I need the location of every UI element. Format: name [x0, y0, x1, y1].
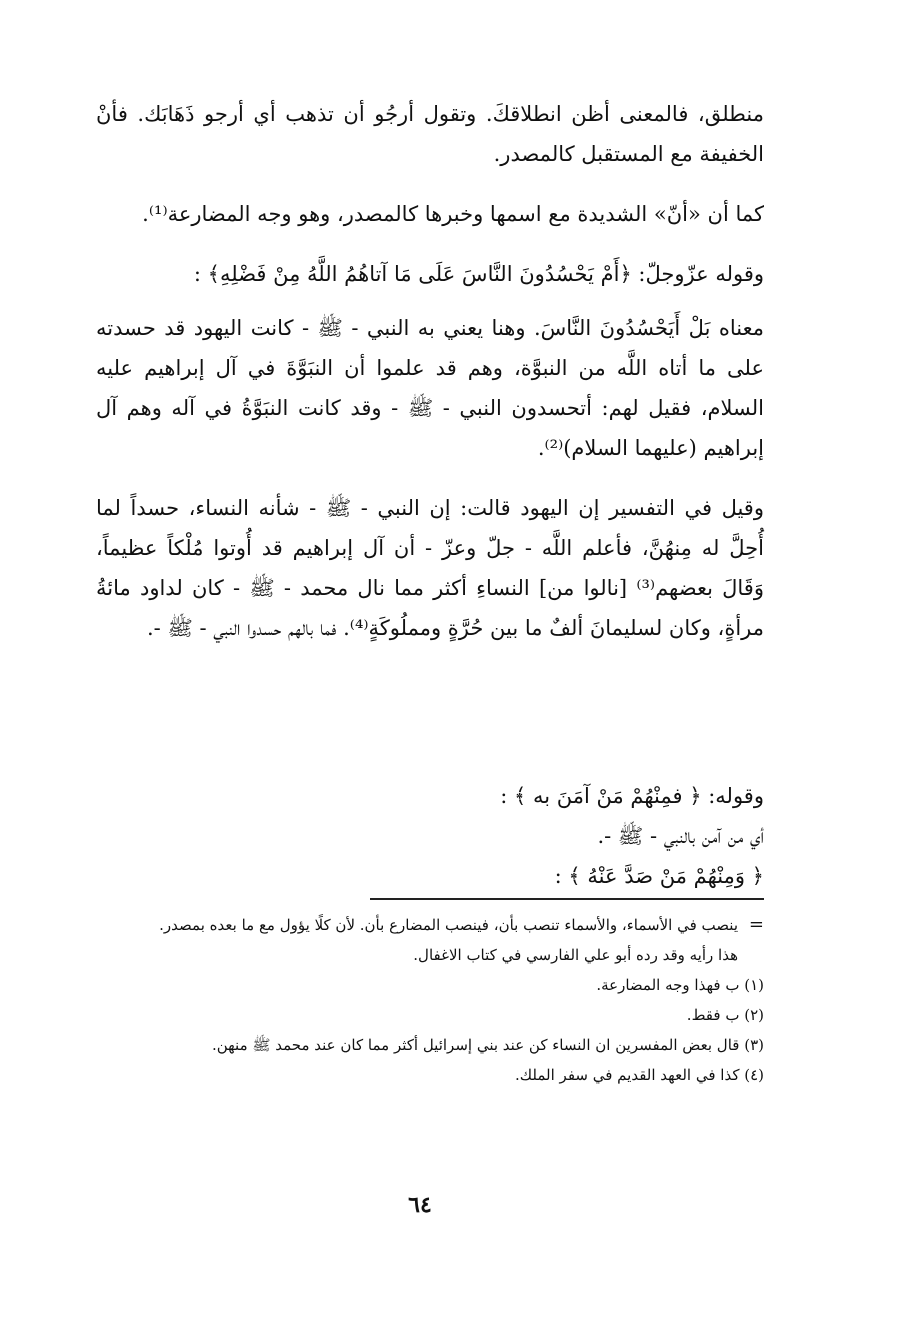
- paragraph-2: كما أن «أنّ» الشديدة مع اسمها وخبرها كالمصدر، وهو وجه المضارعة⁽¹⁾.: [142, 202, 764, 226]
- footnote-3: (٣) قال بعض المفسرين ان النساء كن عند بني إسرائيل أكثر مما كان عند محمد ﷺ منهن.: [211, 1036, 764, 1054]
- paragraph-3-quran-verse: وقوله عزّوجلّ: ﴿أَمْ يَحْسُدُونَ النَّاسَ عَلَى مَا آتاهُمُ اللَّهُ مِنْ فَضْلِهِ﴾ :: [193, 262, 764, 286]
- footnote-4: (٤) كذا في العهد القديم في سفر الملك.: [514, 1066, 764, 1084]
- verse-line-1: وقوله: ﴿ فمِنْهُمْ مَنْ آمَنَ به ﴾ :: [500, 784, 764, 808]
- footnote-separator: [370, 898, 764, 900]
- paragraph-4: معناه بَلْ أَيَحْسُدُونَ النَّاسَ. وهنا يعني به النبي - ﷺ - كانت اليهود قد حسدته على ما أتاه اللَّه من النبوَّة، وهم قد علموا أن النبَوَّةَ في آل إبراهيم عليه السلام، فقيل لهم: أتحسدون النبي - ﷺ - وقد كانت النبَوَّةُ في آله وهم آل إبراهيم (عليهما السلام)⁽²⁾.: [96, 316, 764, 460]
- footnote-1: (١) ب فهذا وجه المضارعة.: [596, 976, 764, 994]
- verse-line-2: أي من آمن بالنبي - ﷺ -.: [597, 824, 764, 848]
- paragraph-1: منطلق، فالمعنى أظن انطلاقكَ. وتقول أرجُو أن تذهب أي أرجو ذَهَابَك. فأنْ الخفيفة مع المستقبل كالمصدر.: [96, 102, 764, 166]
- continuation-text: ينصب في الأسماء، والأسماء تنصب بأن، فينصب المضارع بأن. لأن كلًا يؤول مع ما بعده بمصدر.: [159, 916, 738, 934]
- continuation-second: هذا رأيه وقد رده أبو علي الفارسي في كتاب الاغفال.: [413, 946, 738, 964]
- footnote-continuation: [96, 910, 764, 940]
- verse-block: [440, 776, 764, 896]
- paragraph-5: وقيل في التفسير إن اليهود قالت: إن النبي - ﷺ - شأنه النساء، حسداً لما أُحِلَّ له مِنهُنَّ، فأعلم اللَّه - جلّ وعزّ - أن آل إبراهيم قد أُوتوا مُلْكاً عظيماً، وَقَالَ بعضهم⁽³⁾ [نالوا من] النساءِ أكثر مما نال محمد - ﷺ - كان لداود مائةُ مرأةٍ، وكان لسليمانَ ألفٌ ما بين حُرَّةٍ ومملُوكَةٍ⁽⁴⁾. فما بالهم حسدوا النبي - ﷺ -.: [96, 496, 764, 640]
- footnotes: [96, 910, 764, 1090]
- footnote-2: (٢) ب فقط.: [686, 1006, 764, 1024]
- main-text-body: [96, 94, 764, 668]
- continuation-mark: =: [748, 914, 764, 935]
- page-number: ٦٤: [408, 1192, 432, 1218]
- verse-line-3: ﴿ وَمِنْهُمْ مَنْ صَدَّ عَنْهُ ﴾ :: [554, 864, 764, 888]
